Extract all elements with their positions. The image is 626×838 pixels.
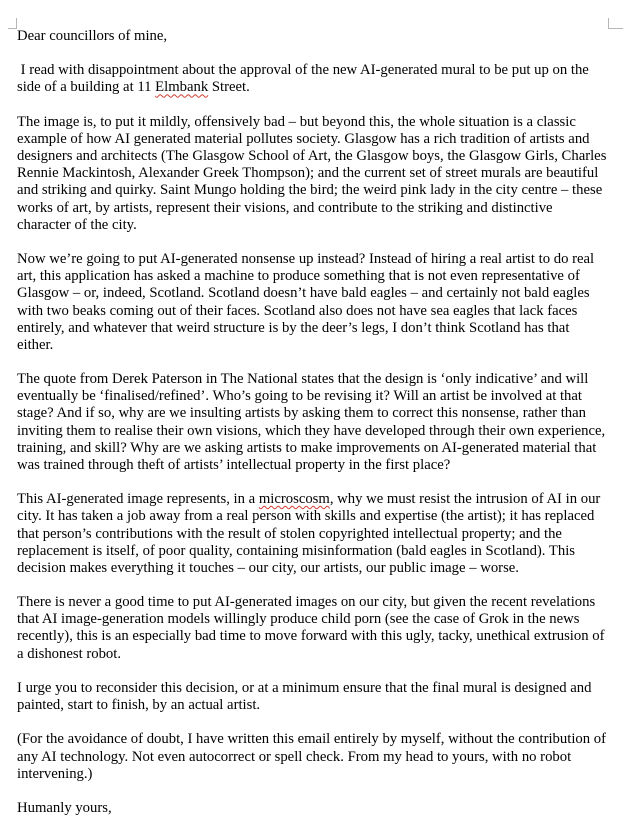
text-line — [17, 508, 617, 525]
text-line — [17, 731, 617, 748]
text-line — [17, 28, 617, 45]
text-line — [17, 440, 617, 457]
text-line — [17, 457, 617, 474]
text-segment: a dishonest robot. — [17, 645, 122, 662]
text-segment: entirely, and whatever that weird structure is by the deer’s legs, I don’t think Scotland has that — [17, 319, 570, 336]
text-segment: recently), this is an especially bad time to move forward with this ugly, tacky, unethical extrusion of — [17, 628, 605, 645]
text-segment: decision makes everything it touches – our city, our artists, our public image – worse. — [17, 559, 519, 576]
text-line — [17, 268, 617, 285]
text-line — [17, 62, 617, 79]
text-segment: Humanly yours, — [17, 800, 112, 817]
text-segment: I urge you to reconsider this decision, or at a minimum ensure that the final mural is designed and — [17, 679, 592, 696]
text-segment: The quote from Derek Paterson in The National states that the design is ‘only indicative’ and will — [17, 371, 589, 388]
text-line — [17, 285, 617, 302]
text-segment: replacement is itself, of poor quality, containing misinformation (bald eagles in Scotland). This — [17, 542, 575, 559]
text-line — [17, 371, 617, 388]
paragraph — [17, 114, 617, 234]
text-line — [17, 611, 617, 628]
document-text-area[interactable] — [17, 28, 617, 817]
text-segment: works of art, by artists, represent their visions, and contribute to the striking and distinctive — [17, 199, 553, 216]
text-segment: example of how AI generated material pollutes society. Glasgow has a rich tradition of artists and — [17, 130, 590, 147]
paragraph — [17, 800, 617, 817]
text-segment: intervening.) — [17, 765, 93, 782]
text-line — [17, 388, 617, 405]
paragraph — [17, 594, 617, 663]
text-segment: Rennie Mackintosh, Alexander Greek Thompson); and the current set of street murals are beautiful — [17, 165, 599, 182]
text-line — [17, 680, 617, 697]
text-segment: The image is, to put it mildly, offensively bad – but beyond this, the whole situation is a classic — [17, 113, 576, 130]
text-segment: eventually be ‘finalised/refined’. Who’s going to be revising it? Will an artist be involved at that — [17, 388, 583, 405]
paragraph — [17, 680, 617, 714]
text-segment: with two beaks coming out of their faces. Scotland also does not have sea eagles that lack faces — [17, 302, 578, 319]
paragraph — [17, 28, 617, 45]
text-segment: training, and skill? Why are we asking artists to make improvements on AI-generated material that — [17, 439, 597, 456]
paragraph — [17, 491, 617, 577]
text-segment: inviting them to realise their own visions, which they have developed through their own experience, — [17, 422, 606, 439]
text-line — [17, 594, 617, 611]
text-line — [17, 114, 617, 131]
text-segment: , why we must resist the intrusion of AI in our — [329, 491, 601, 508]
text-segment: was trained through theft of artists’ intellectual property in the first place? — [17, 456, 451, 473]
paragraph — [17, 731, 617, 782]
text-boundary-top-left-icon — [8, 18, 17, 29]
text-line — [17, 165, 617, 182]
text-line — [17, 697, 617, 714]
text-segment: Dear councillors of mine, — [17, 28, 168, 44]
text-segment: painted, start to finish, by an actual artist. — [17, 697, 261, 714]
text-line — [17, 182, 617, 199]
paragraph — [17, 62, 617, 96]
text-line — [17, 800, 617, 817]
text-segment: either. — [17, 336, 54, 353]
text-line — [17, 526, 617, 543]
text-segment: There is never a good time to put AI-generated images on our city, but given the recent revelations — [17, 594, 596, 611]
paragraph — [17, 371, 617, 474]
text-line — [17, 251, 617, 268]
text-segment: any AI technology. Not even autocorrect or spell check. From my head to yours, with no robot — [17, 748, 572, 765]
paragraph — [17, 251, 617, 354]
text-line — [17, 766, 617, 783]
text-line — [17, 405, 617, 422]
text-line — [17, 79, 617, 96]
text-line — [17, 491, 617, 508]
text-segment: Now we’re going to put AI-generated nonsense up instead? Instead of hiring a real artist to do real — [17, 251, 595, 268]
text-segment: and striking and quirky. Saint Mungo holding the bird; the weird pink lady in the city centre – these — [17, 182, 603, 199]
text-line — [17, 646, 617, 663]
text-line — [17, 423, 617, 440]
text-segment: city. It has taken a job away from a real person with skills and expertise (the artist); it has replaced — [17, 508, 595, 525]
text-segment: side of a building at 11 — [17, 79, 156, 96]
text-segment: I read with disappointment about the approval of the new AI-generated mural to be put up on the — [17, 62, 589, 79]
text-segment: (For the avoidance of doubt, I have written this email entirely by myself, without the contribution of — [17, 731, 606, 748]
text-segment: designers and architects (The Glasgow School of Art, the Glasgow boys, the Glasgow Girls, Charles — [17, 148, 607, 165]
text-line — [17, 560, 617, 577]
text-segment: that person’s contributions with the result of stolen copyrighted intellectual property; and the — [17, 525, 562, 542]
text-line — [17, 131, 617, 148]
misspelled-word: Elmbank — [155, 79, 209, 96]
text-segment: stage? And if so, why are we insulting artists by asking them to correct this nonsense, rather than — [17, 405, 587, 422]
text-line — [17, 217, 617, 234]
text-segment: character of the city. — [17, 216, 137, 233]
text-line — [17, 320, 617, 337]
text-line — [17, 303, 617, 320]
text-segment: that AI image-generation models willingly produce child porn (see the case of Grok in the news — [17, 611, 580, 628]
text-line — [17, 543, 617, 560]
text-segment: This AI-generated image represents, in a — [17, 491, 259, 508]
text-line — [17, 200, 617, 217]
misspelled-word: microscosm — [258, 491, 330, 508]
text-segment: Street. — [208, 79, 250, 96]
text-line — [17, 337, 617, 354]
text-line — [17, 749, 617, 766]
text-segment: Glasgow – or, indeed, Scotland. Scotland doesn’t have bald eagles – and certainly not bald eagles — [17, 285, 590, 302]
text-line — [17, 148, 617, 165]
text-line — [17, 628, 617, 645]
text-segment: art, this application has asked a machine to produce something that is not even representative of — [17, 268, 580, 285]
